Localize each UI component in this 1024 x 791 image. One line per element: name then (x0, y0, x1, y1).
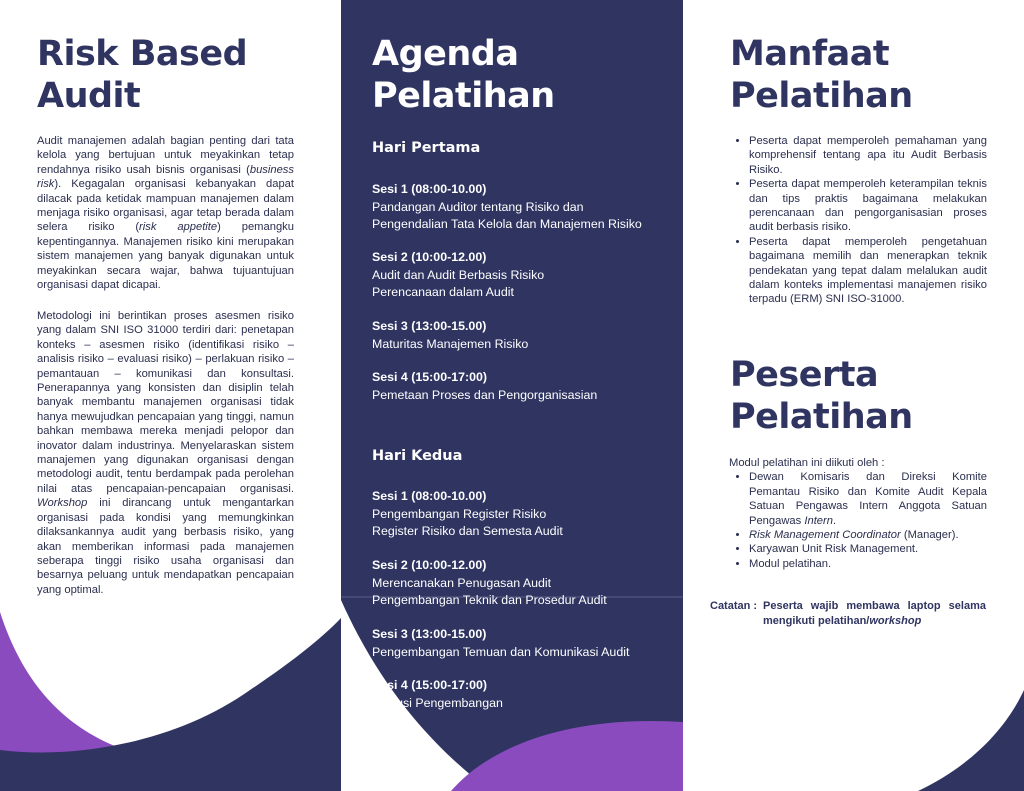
session-topic: Merencanakan Penugasan Audit (372, 575, 552, 590)
participant-item: • Risk Management Coordinator (Manager). (749, 528, 987, 542)
benefits-list (729, 134, 987, 307)
participants-list (729, 470, 987, 571)
day2-session-1 (372, 488, 677, 541)
session-time: Sesi 1 (08:00-10.00) (372, 182, 487, 196)
session-topic: Register Risiko dan Semesta Audit (372, 524, 563, 538)
session-topic: Pengembangan Temuan dan Komunikasi Audit (372, 644, 630, 659)
session-time: Sesi 2 (10:00-12.00) (372, 558, 487, 572)
note-text: Peserta wajib membawa laptop selama mengikuti pelatihan/workshop (763, 600, 986, 627)
participants-title: Peserta Pelatihan (730, 355, 913, 437)
session-topic: Maturitas Manajemen Risiko (372, 336, 529, 351)
benefit-item: • Peserta dapat memperoleh keterampilan teknis dan tips praktis bagaimana melakukan perencanaan dan pengorganisasian proses audit berbasis risiko. (749, 177, 987, 235)
participant-item: • Karyawan Unit Risk Management. (749, 542, 987, 556)
page-title: Risk Based Audit (37, 34, 248, 116)
benefits-title: Manfaat Pelatihan (730, 34, 913, 116)
session-topic: Pengembangan Teknik dan Prosedur Audit (372, 593, 607, 607)
day1-session-4 (372, 369, 677, 404)
participants-section (729, 456, 987, 571)
day1-session-1 (372, 181, 677, 234)
session-time: Sesi 3 (13:00-15.00) (372, 319, 487, 333)
session-topic: Pandangan Auditor tentang Risiko dan (372, 199, 584, 214)
session-topic: Pengendalian Tata Kelola dan Manajemen Risiko (372, 217, 642, 231)
session-topic: Audit dan Audit Berbasis Risiko (372, 267, 545, 282)
note (710, 599, 986, 628)
panel-risk-based-audit (0, 0, 341, 791)
session-topic: Pemetaan Proses dan Pengorganisasian (372, 387, 598, 402)
session-topic: Perencanaan dalam Audit (372, 285, 514, 299)
intro-paragraph-1: Audit manajemen adalah bagian penting dari tata kelola yang bertujuan untuk meyakinkan tetap rendahnya risiko usah bisnis organisasi (business risk). Kegagalan organisasi kebanyakan dapat dilacak pada ketidak mampuan manajemen dalam menjaga risiko organisasi, agar tetap berada dalam selera risiko (risk appetite) pemangku kepentingannya. Manajemen risiko kini merupakan sistem manajemen yang banyak digunakan untuk meyakinkan secara wajar, bahwa tujuantujuan organisasi dapat dicapai. (37, 135, 294, 292)
session-time: Sesi 4 (15:00-17:00) (372, 678, 488, 692)
session-topic: Pengembangan Register Risiko (372, 506, 547, 521)
participants-intro: Modul pelatihan ini diikuti oleh : (729, 457, 885, 469)
participant-item: • Modul pelatihan. (749, 557, 987, 571)
purple-wave (451, 721, 683, 791)
day2-session-3 (372, 626, 677, 661)
session-time: Sesi 1 (08:00-10.00) (372, 489, 487, 503)
day2-session-4 (372, 677, 677, 712)
navy-wave (918, 690, 1024, 791)
day1-session-3 (372, 318, 677, 353)
session-time: Sesi 3 (13:00-15.00) (372, 627, 487, 641)
session-time: Sesi 2 (10:00-12.00) (372, 250, 487, 264)
session-topic: Diskusi Pengembangan (372, 695, 503, 710)
panel-benefits-participants (683, 0, 1024, 791)
panel-agenda (341, 0, 683, 791)
day2-heading: Hari Kedua (372, 448, 463, 464)
day2-session-2 (372, 557, 677, 610)
participant-item: • Dewan Komisaris dan Direksi Komite Pemantau Risiko dan Komite Audit Kepala Satuan Pengawas Intern Anggota Satuan Pengawas Intern. (749, 470, 987, 528)
session-time: Sesi 4 (15:00-17:00) (372, 370, 488, 384)
benefit-item: • Peserta dapat memperoleh pengetahuan bagaimana memilih dan menerapkan teknik pendekatan yang tepat dalam melalukan audit dalam konteks implementasi manajemen risiko terpadu (ERM) SNI ISO-31000. (749, 235, 987, 307)
day1-heading: Hari Pertama (372, 140, 481, 156)
note-label: Catatan : (710, 600, 758, 612)
intro-paragraph-2: Metodologi ini berintikan proses asesmen risiko yang dalam SNI ISO 31000 terdiri dari: penetapan konteks – asesmen risiko (identifikasi risiko – analisis risiko – evaluasi risiko) – perlakuan risiko – pemantauan – komunikasi dan konsultasi. Penerapannya yang konsisten dan disiplin telah banyak membantu manajemen organisasi tidak hanya mewujudkan pencapaian yang tinggi, namun bahkan membawa mereka menjadi pelopor dan inovator dalam industrinya. Menyelaraskan sistem manajemen yang digunakan organisasi dengan metodologi audit, tentu berdampak pada perolehan nilai atas pencapaian-pencapaian organisasi. Workshop ini dirancang untuk mengantarkan organisasi pada kondisi yang memungkinkan dilaksankannya audit yang berbasis risiko, yang akan memberikan informasi pada manajemen seberapa tinggi risiko usaha organisasi dan besarnya peluang untuk mendapatkan pencapaian yang optimal. (37, 310, 295, 596)
agenda-title: Agenda Pelatihan (372, 34, 555, 116)
benefit-item: • Peserta dapat memperoleh pemahaman yang komprehensif tentang apa itu Audit Berbasis Risiko. (749, 134, 987, 177)
day1-session-2 (372, 249, 677, 302)
